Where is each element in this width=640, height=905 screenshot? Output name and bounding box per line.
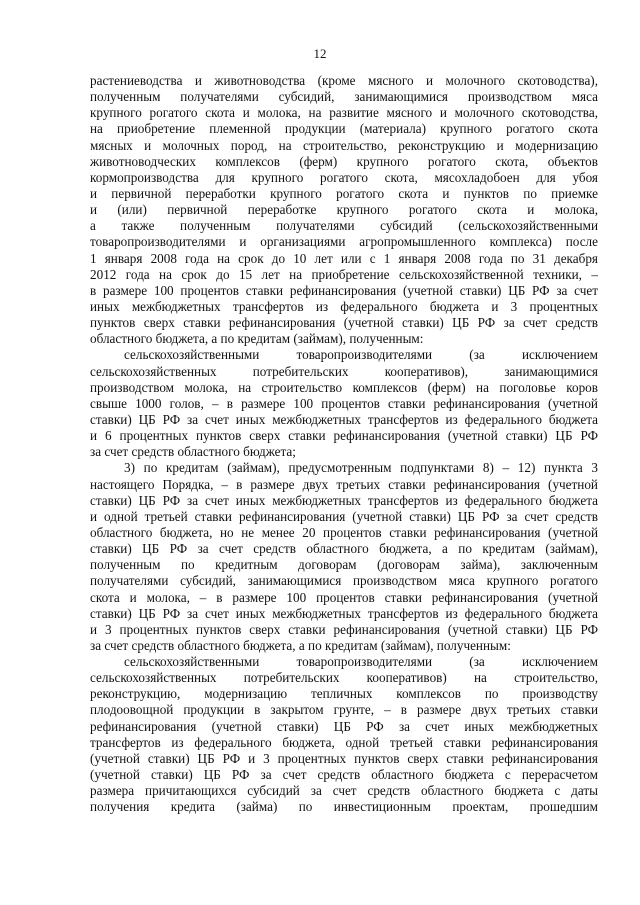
text-line: крупного рогатого скота и молока, на развитие мясного и молочного скотоводства, xyxy=(90,105,598,121)
text-line: и (или) первичной переработке крупного рогатого скота и молока, xyxy=(90,202,598,218)
text-line: ставки) ЦБ РФ за счет иных межбюджетных трансфертов из федерального бюджета xyxy=(90,411,598,427)
text-line: ставки) ЦБ РФ за счет средств областного бюджета, а по кредитам (займам), xyxy=(90,541,598,557)
text-line: полученным по кредитным договорам (договорам займа), заключенным xyxy=(90,557,598,573)
text-line: ставки) ЦБ РФ за счет иных межбюджетных трансфертов из федерального бюджета xyxy=(90,492,598,508)
text-line: кормопроизводства для крупного рогатого скота, мясохладобоен для убоя xyxy=(90,169,598,185)
text-line: сельскохозяйственных потребительских кооперативов) на строительство, xyxy=(90,670,598,686)
text-line: (учетной ставки) ЦБ РФ за счет средств областного бюджета с перерасчетом xyxy=(90,767,598,783)
text-line: и одной третьей ставки рефинансирования (учетной ставки) ЦБ РФ за счет средств xyxy=(90,508,598,524)
text-line: за счет средств областного бюджета; xyxy=(90,444,296,460)
text-line: и 6 процентных пунктов сверх ставки рефинансирования (учетной ставки) ЦБ РФ xyxy=(90,428,598,444)
text-line: получателями субсидий, занимающимися производством мяса крупного рогатого xyxy=(90,573,598,589)
text-line: товаропроизводителями и организациями агропромышленного комплекса) после xyxy=(90,234,598,250)
text-line: и первичной переработки крупного рогатого скота и пунктов по приемке xyxy=(90,185,598,201)
text-line: за счет средств областного бюджета, а по кредитам (займам), полученным: xyxy=(90,637,511,653)
text-line: мясных и молочных пород, на строительство, реконструкцию и модернизацию xyxy=(90,137,598,153)
text-line: ставки) ЦБ РФ за счет иных межбюджетных трансфертов из федерального бюджета xyxy=(90,605,598,621)
text-line: животноводческих комплексов (ферм) крупного рогатого скота, объектов xyxy=(90,153,598,169)
page-number: 12 xyxy=(313,46,327,61)
text-line: и 3 процентных пунктов сверх ставки рефинансирования (учетной ставки) ЦБ РФ xyxy=(90,621,598,637)
text-line: растениеводства и животноводства (кроме мясного и молочного скотоводства), xyxy=(90,73,598,88)
text-line: сельскохозяйственными товаропроизводителями (за исключением xyxy=(124,654,598,670)
text-line: получения кредита (займа) по инвестиционным проектам, прошедшим xyxy=(90,799,598,815)
text-line: 2012 года на срок до 15 лет на приобретение сельскохозяйственной техники, – xyxy=(90,266,598,282)
text-line: сельскохозяйственных потребительских кооперативов), занимающимися xyxy=(90,363,598,379)
text-line: рефинансирования (учетной ставки) ЦБ РФ за счет иных межбюджетных xyxy=(90,718,598,734)
text-line: на приобретение племенной продукции (материала) крупного рогатого скота xyxy=(90,121,598,137)
text-line: настоящего Порядка, – в размере двух третьих ставки рефинансирования (учетной xyxy=(90,476,598,492)
text-line: областного бюджета, но не менее 20 процентов ставки рефинансирования (учетной xyxy=(90,524,598,540)
text-line: а также полученным получателями субсидий (сельскохозяйственными xyxy=(90,218,598,234)
text-line: скота и молока, – в размере 100 процентов ставки рефинансирования (учетной xyxy=(90,589,598,605)
text-line: размера причитающихся субсидий за счет средств областного бюджета с даты xyxy=(90,783,598,799)
text-line: реконструкцию, модернизацию тепличных комплексов по производству xyxy=(90,686,598,702)
text-line: плодоовощной продукции в закрытом грунте, – в размере двух третьих ставки xyxy=(90,702,598,718)
text-line: (учетной ставки) ЦБ РФ и 3 процентных пунктов сверх ставки рефинансирования xyxy=(90,750,598,766)
text-line: 1 января 2008 года на срок до 10 лет или с 1 января 2008 года по 31 декабря xyxy=(90,250,598,266)
text-line: производством молока, на строительство комплексов (ферм) на поголовье коров xyxy=(90,379,598,395)
text-line: полученным получателями субсидий, занимающимися производством мяса xyxy=(90,89,598,105)
text-line: пунктов сверх ставки рефинансирования (учетной ставки) ЦБ РФ за счет средств xyxy=(90,315,598,331)
text-line: сельскохозяйственными товаропроизводителями (за исключением xyxy=(124,347,598,363)
text-line: трансфертов из федерального бюджета, одной третьей ставки рефинансирования xyxy=(90,734,598,750)
text-line: 3) по кредитам (займам), предусмотренным подпунктами 8) – 12) пункта 3 xyxy=(124,460,598,476)
text-line: в размере 100 процентов ставки рефинансирования (учетной ставки) ЦБ РФ за счет xyxy=(90,282,598,298)
text-line: областного бюджета, а по кредитам (займам), полученным: xyxy=(90,331,424,347)
body-text xyxy=(90,73,598,815)
text-line: свыше 1000 голов, – в размере 100 процентов ставки рефинансирования (учетной xyxy=(90,395,598,411)
text-line: иных межбюджетных трансфертов из федерального бюджета и 3 процентных xyxy=(90,298,598,314)
